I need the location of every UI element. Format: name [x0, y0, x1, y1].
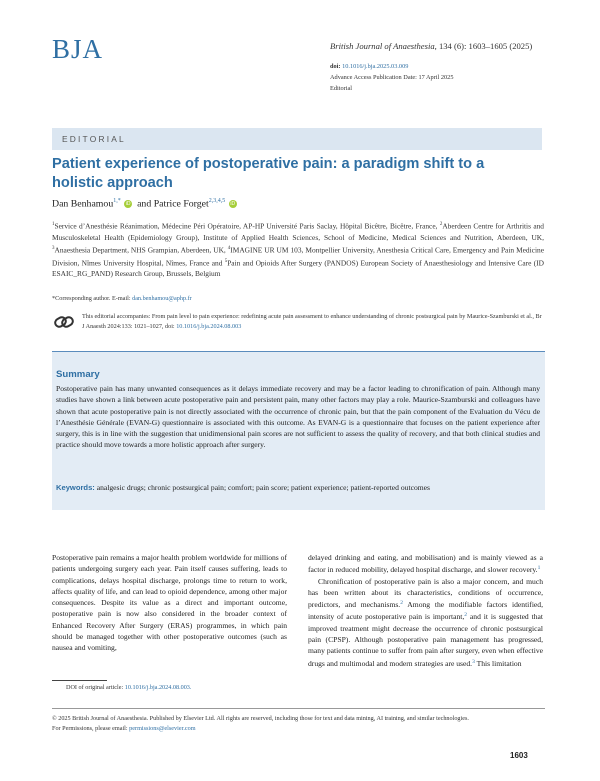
permissions-label: For Permissions, please email:: [52, 724, 128, 732]
corresponding-email[interactable]: dan.benhamou@aphp.fr: [132, 295, 192, 302]
body-paragraph: Postoperative pain remains a major health problem worldwide for millions of patients undergoing surgery each year. Pain itself causes suffering, leads to complications, delays hospital discharge, prolongs time to return to work, affects quality of life, and can lead to opioid dependence, among other major consequences. Despite its value as a direct and important outcome, postoperative pain is now also considered in the broader context of Enhanced Recovery After Surgery (ERAS) programmes, in which pain should be managed together with other postoperative outcomes (such as nausea and vomiting,: [52, 553, 287, 653]
body-text: Among the modifiable factors identified, intensity of acute postoperative pain is important,: [308, 600, 543, 622]
orcid-icon[interactable]: iD: [125, 201, 131, 208]
keywords: [56, 482, 540, 493]
section-banner-label: EDITORIAL: [62, 134, 126, 144]
body-paragraph: [308, 576, 543, 669]
footer-rule: [52, 708, 545, 709]
copyright-notice: [52, 714, 545, 734]
corresponding-label: *Corresponding author. E-mail:: [52, 295, 131, 302]
keywords-list: analgesic drugs; chronic postsurgical pain; comfort; pain score; patient experience; patient-reported outcomes: [96, 483, 430, 492]
journal-citation: [330, 41, 532, 51]
article-title: Patient experience of postoperative pain: a paradigm shift to a holistic approach: [52, 156, 485, 191]
original-article-doi: [66, 684, 191, 691]
corresponding-author: [52, 295, 192, 302]
article-type: Editorial: [330, 85, 353, 92]
doi-label: doi:: [330, 63, 341, 70]
affiliation-5: Pain and Opioids After Surgery (PANDOS) European Society of Anaesthesiology and Intensive Care (ID ESAIC_RG_PAND) Research Group, Brussels, Belgium: [52, 258, 544, 279]
affiliation-marker: 5: [224, 258, 228, 264]
reference-link[interactable]: 2: [400, 600, 403, 607]
affiliation-3: Anaesthesia Department, NHS Grampian, Aberdeen, UK,: [54, 245, 226, 255]
author-2-affiliation: 2,3,4,5: [208, 198, 226, 204]
affiliation-4: IMAGINE UR UM 103, Montpellier University, Anesthesia Critical Care, Emergency and Pain Medicine Division, Nîmes University Hospital, Nîmes, France and: [52, 245, 544, 268]
permissions-email[interactable]: permissions@elsevier.com: [129, 724, 196, 732]
accompanying-note: [82, 312, 542, 331]
author-list: [52, 198, 237, 209]
accompanying-text: This editorial accompanies: From pain level to pain experience: redefining acute pain assessment to enhance understanding of chronic postsurgical pain by Maurice-Szamburski et al., Br J Anaesth 2024:133: 1021–1027, doi:: [82, 313, 542, 330]
author-2-name[interactable]: Patrice Forget: [153, 198, 209, 210]
permissions-line: [52, 724, 545, 734]
body-paragraph: [308, 552, 543, 576]
affiliation-1: Service d’Anesthésie Réanimation, Médecine Péri Opératoire, AP-HP Université Paris Saclay, Hôpital Bicêtre, Bicêtre, France,: [54, 221, 438, 231]
reference-link[interactable]: 2: [464, 612, 468, 619]
affiliation-2: Aberdeen Centre for Arthritis and Musculoskeletal Health (Epidemiology Group), Institute of Applied Health Sciences, School of Medicine, Medical Sciences and Nutrition, Aberdeen, UK,: [52, 221, 544, 242]
journal-volume-pages: , 134 (6): 1603–1605 (2025): [434, 41, 533, 51]
body-column-right: [308, 552, 543, 669]
page-number: 1603: [510, 751, 528, 760]
link-icon: [54, 315, 74, 329]
author-conjunction: and: [137, 198, 152, 210]
body-column-left: [52, 552, 287, 654]
journal-name: British Journal of Anaesthesia: [330, 41, 435, 51]
body-text: This limitation: [474, 658, 522, 668]
journal-logo: BJA: [52, 34, 104, 64]
article-doi: [330, 61, 453, 72]
affiliation-marker: 1: [52, 222, 55, 227]
body-text: Chronification of postoperative pain is also a major concern, and much has been written about its characteristics, conditions of occurrence, predictors, and mechanisms.: [308, 576, 543, 610]
affiliation-marker: 4: [227, 245, 231, 251]
original-doi-label: DOI of original article:: [66, 684, 124, 691]
author-1-affiliation: 1,*: [113, 198, 121, 204]
affiliation-marker: 3: [52, 245, 55, 251]
original-doi-link[interactable]: 10.1016/j.bja.2024.08.003.: [124, 684, 192, 691]
body-text: delayed drinking and eating, and mobilisation) and is mainly viewed as a factor in reduced mobility, delayed hospital discharge, and slower recovery.: [308, 553, 543, 575]
summary-box: [52, 351, 545, 510]
doi-link[interactable]: 10.1016/j.bja.2025.03.009: [342, 63, 409, 70]
accompanying-doi-link[interactable]: 10.1016/j.bja.2024.08.003: [176, 322, 242, 330]
advance-access-date: Advance Access Publication Date: 17 April 2025: [330, 74, 454, 81]
article-meta: [330, 61, 453, 94]
author-1-name[interactable]: Dan Benhamou: [52, 198, 114, 210]
summary-text: Postoperative pain has many unwanted consequences as it delays immediate recovery and may be a factor leading to chronification of pain. Although many studies have shown a link between acute postoperative pain and persistent pain, many other factors may play a role. Maurice-Szamburski and colleagues have shown that acute postoperative pain is not directly associated with the occurrence of chronic pain, but that the pain component of the Evaluation du Vécu de l’Anesthésie Générale (EVAN-G) questionnaire is associated with this outcome. As EVAN-G is a questionnaire that focuses on the patient experience after surgery, this is in line with the suggestion that unidimensional pain scores are not sufficient to assess the quality of recovery, and that both clinical studies and practice should move towards a more holistic approach after surgery.: [56, 384, 540, 450]
keywords-label: Keywords:: [56, 483, 95, 492]
section-banner: [52, 128, 542, 150]
orcid-icon[interactable]: iD: [230, 201, 236, 208]
affiliation-marker: 2: [439, 222, 443, 227]
affiliations: [52, 219, 544, 279]
body-text: and it is suggested that improved treatment might decrease the occurrence of chronic postsurgical pain (CPSP). Although postoperative pain management has progressed, many patients continue to suffer from pain after surgery, even when effective drugs and multimodal and modern strategies are used.: [308, 612, 543, 668]
footnote-rule: [52, 680, 107, 681]
copyright-text: © 2025 British Journal of Anaesthesia. Published by Elsevier Ltd. All rights are reserved, including those for text and data mining, AI training, and similar technologies.: [52, 715, 469, 722]
summary-heading: Summary: [56, 369, 100, 380]
reference-link[interactable]: 1: [537, 565, 541, 572]
reference-link[interactable]: 3: [472, 658, 475, 665]
